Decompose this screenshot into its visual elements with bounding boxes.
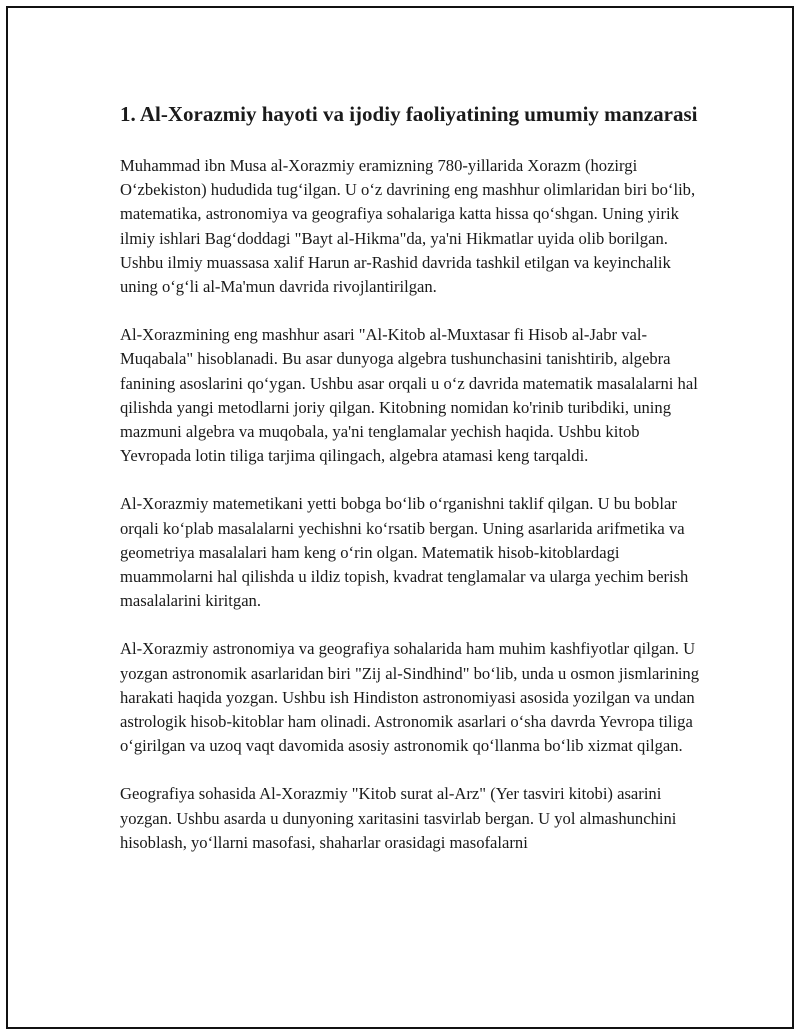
paragraph-geography: Geografiya sohasida Al-Xorazmiy "Kitob surat al-Arz" (Yer tasviri kitobi) asarini yozgan. Ushbu asarda u dunyoning xaritasini tasvirlab bergan. U yol almashunchini hisoblash, yo‘llarni masofasi, shaharlar orasidagi masofalarni xyxy=(120,784,677,852)
section-heading: 1. Al-Xorazmiy hayoti va ijodiy faoliyatining umumiy manzarasi xyxy=(120,102,698,126)
paragraph-algebra-book: Al-Xorazmining eng mashhur asari "Al-Kitob al-Muxtasar fi Hisob al-Jabr val-Muqabala" hisoblanadi. Bu asar dunyoga algebra tushunchasini tanishtirib, algebra fanining asoslarini qo‘ygan. Ushbu asar orqali u o‘z davrida matematik masalalarni hal qilishda yangi metodlarni joriy qilgan. Kitobning nomidan ko'rinib turibdiki, uning mazmuni algebra va muqobala, ya'ni tenglamalar yechish haqida. Ushbu kitob Yevropada lotin tiliga tarjima qilingach, algebra atamasi keng tarqaldi. xyxy=(120,325,698,466)
paragraph-mathematics: Al-Xorazmiy matemetikani yetti bobga bo‘lib o‘rganishni taklif qilgan. U bu boblar orqali ko‘plab masalalarni yechishni ko‘rsatib bergan. Uning asarlarida arifmetika va geometriya masalalari ham keng o‘rin olgan. Matematik hisob-kitoblardagi muammolarni hal qilishda u ildiz topish, kvadrat tenglamalar va ularga yechim berish masalalarini kiritgan. xyxy=(120,494,689,611)
paragraph-astronomy: Al-Xorazmiy astronomiya va geografiya sohalarida ham muhim kashfiyotlar qilgan. U yozgan astronomik asarlaridan biri "Zij al-Sindhind" bo‘lib, unda u osmon jismlarining harakati haqida yozgan. Ushbu ish Hindiston astronomiyasi asosida yozilgan va undan astrologik hisob-kitoblar ham olinadi. Astronomik asarlari o‘sha davrda Yevropa tiliga o‘girilgan va uzoq vaqt davomida asosiy astronomik qo‘llanma bo‘lib xizmat qilgan. xyxy=(120,639,700,756)
document-page xyxy=(6,6,794,1029)
paragraph-biography: Muhammad ibn Musa al-Xorazmiy eramizning 780-yillarida Xorazm (hozirgi O‘zbekiston) hududida tug‘ilgan. U o‘z davrining eng mashhur olimlaridan biri bo‘lib, matematika, astronomiya va geografiya sohalariga katta hissa qo‘shgan. Uning yirik ilmiy ishlari Bag‘doddagi "Bayt al-Hikma"da, ya'ni Hikmatlar uyida olib borilgan. Ushbu ilmiy muassasa xalif Harun ar-Rashid davrida tashkil etilgan va keyinchalik uning o‘g‘li al-Ma'mun davrida rivojlantirilgan. xyxy=(120,156,696,297)
document-content xyxy=(120,100,700,879)
